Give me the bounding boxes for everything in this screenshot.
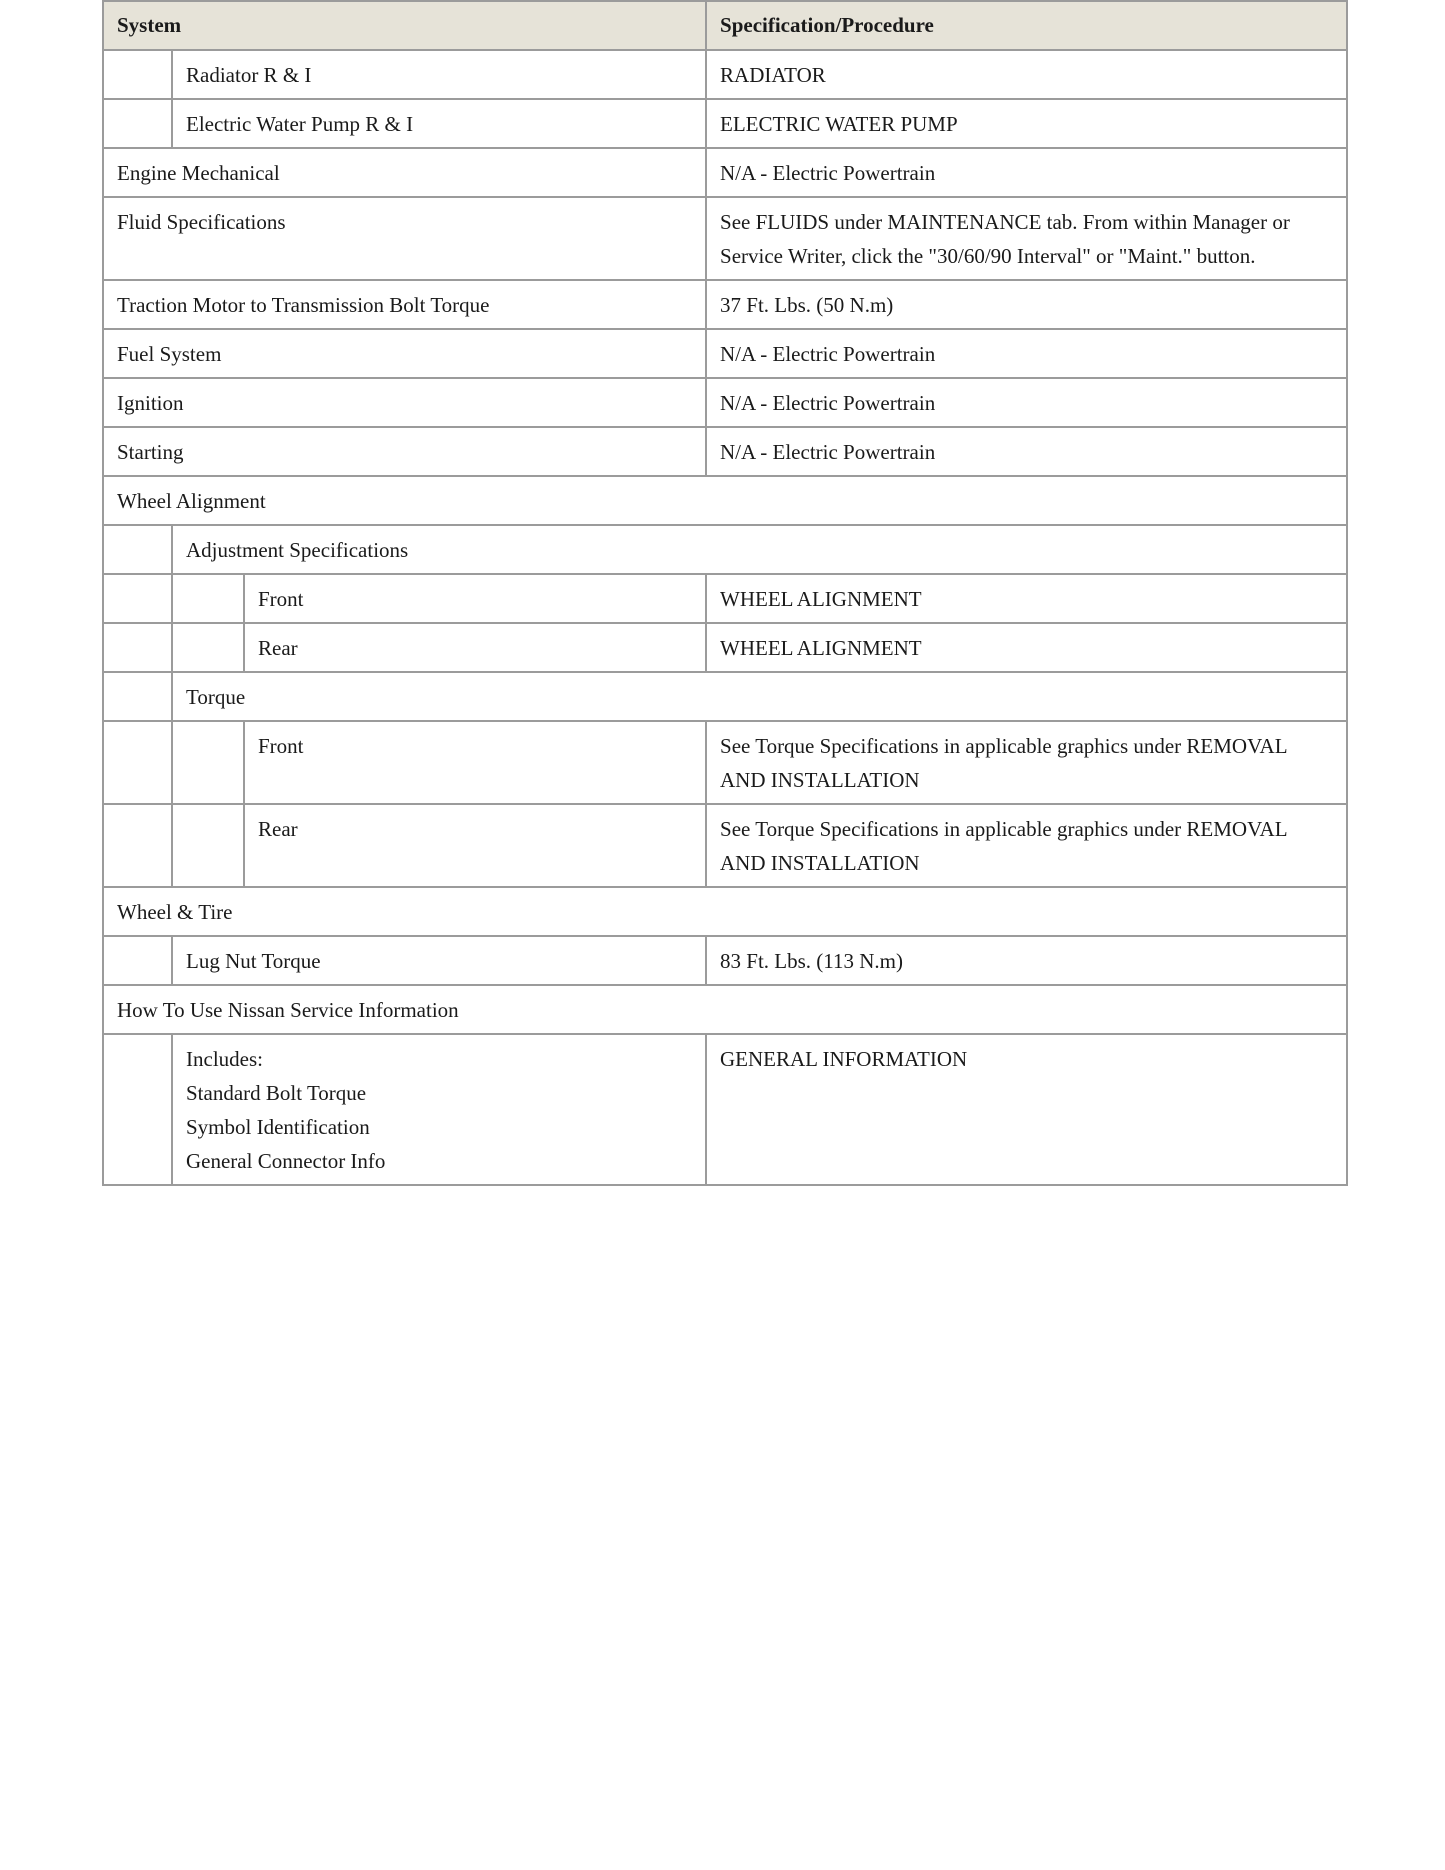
indent-cell bbox=[103, 623, 172, 672]
includes-item: General Connector Info bbox=[186, 1149, 386, 1173]
system-cell: Rear bbox=[244, 804, 706, 887]
section-heading-cell: Wheel Alignment bbox=[103, 476, 1347, 525]
column-header-specification: Specification/Procedure bbox=[706, 1, 1347, 50]
table-row bbox=[103, 623, 1347, 672]
indent-cell bbox=[103, 99, 172, 148]
indent-cell bbox=[172, 574, 244, 623]
system-cell: Starting bbox=[103, 427, 706, 476]
spec-cell: RADIATOR bbox=[706, 50, 1347, 99]
system-cell: Fuel System bbox=[103, 329, 706, 378]
table-row bbox=[103, 936, 1347, 985]
table-row bbox=[103, 1034, 1347, 1185]
includes-item: Standard Bolt Torque bbox=[186, 1081, 367, 1105]
spec-cell: See FLUIDS under MAINTENANCE tab. From within Manager or Service Writer, click the "30/60/90 Interval" or "Maint." button. bbox=[706, 197, 1347, 280]
table-row bbox=[103, 804, 1347, 887]
table-row bbox=[103, 378, 1347, 427]
subsection-heading-cell: Adjustment Specifications bbox=[172, 525, 1347, 574]
table-row bbox=[103, 574, 1347, 623]
spec-cell: 37 Ft. Lbs. (50 N.m) bbox=[706, 280, 1347, 329]
spec-cell: 83 Ft. Lbs. (113 N.m) bbox=[706, 936, 1347, 985]
indent-cell bbox=[103, 525, 172, 574]
system-cell: Front bbox=[244, 721, 706, 804]
includes-label: Includes: bbox=[186, 1047, 263, 1071]
table-row bbox=[103, 99, 1347, 148]
table-row bbox=[103, 427, 1347, 476]
indent-cell bbox=[172, 623, 244, 672]
indent-cell bbox=[103, 50, 172, 99]
indent-cell bbox=[172, 804, 244, 887]
table-row bbox=[103, 50, 1347, 99]
subsection-row bbox=[103, 672, 1347, 721]
spec-cell: N/A - Electric Powertrain bbox=[706, 329, 1347, 378]
specification-table bbox=[102, 0, 1348, 1186]
indent-cell bbox=[103, 936, 172, 985]
indent-cell bbox=[103, 1034, 172, 1185]
subsection-row bbox=[103, 525, 1347, 574]
table-row bbox=[103, 721, 1347, 804]
spec-cell: See Torque Specifications in applicable graphics under REMOVAL AND INSTALLATION bbox=[706, 721, 1347, 804]
system-cell: Lug Nut Torque bbox=[172, 936, 706, 985]
system-cell: Electric Water Pump R & I bbox=[172, 99, 706, 148]
system-cell: Front bbox=[244, 574, 706, 623]
system-cell: Engine Mechanical bbox=[103, 148, 706, 197]
system-cell: Rear bbox=[244, 623, 706, 672]
indent-cell bbox=[103, 804, 172, 887]
table-row bbox=[103, 148, 1347, 197]
system-cell: Fluid Specifications bbox=[103, 197, 706, 280]
section-row bbox=[103, 985, 1347, 1034]
column-header-system: System bbox=[103, 1, 706, 50]
spec-cell: WHEEL ALIGNMENT bbox=[706, 574, 1347, 623]
spec-cell: See Torque Specifications in applicable graphics under REMOVAL AND INSTALLATION bbox=[706, 804, 1347, 887]
table-row bbox=[103, 280, 1347, 329]
section-heading-cell: How To Use Nissan Service Information bbox=[103, 985, 1347, 1034]
table-row bbox=[103, 197, 1347, 280]
spec-cell: N/A - Electric Powertrain bbox=[706, 148, 1347, 197]
indent-cell bbox=[103, 721, 172, 804]
indent-cell bbox=[103, 672, 172, 721]
spec-cell: N/A - Electric Powertrain bbox=[706, 427, 1347, 476]
spec-cell: ELECTRIC WATER PUMP bbox=[706, 99, 1347, 148]
spec-cell: N/A - Electric Powertrain bbox=[706, 378, 1347, 427]
section-heading-cell: Wheel & Tire bbox=[103, 887, 1347, 936]
indent-cell bbox=[103, 574, 172, 623]
spec-cell: WHEEL ALIGNMENT bbox=[706, 623, 1347, 672]
table-header-row bbox=[103, 1, 1347, 50]
system-cell: Ignition bbox=[103, 378, 706, 427]
spec-cell: GENERAL INFORMATION bbox=[706, 1034, 1347, 1185]
subsection-heading-cell: Torque bbox=[172, 672, 1347, 721]
system-cell: Traction Motor to Transmission Bolt Torque bbox=[103, 280, 706, 329]
section-row bbox=[103, 476, 1347, 525]
includes-item: Symbol Identification bbox=[186, 1115, 370, 1139]
system-cell-multiline bbox=[172, 1034, 706, 1185]
system-cell: Radiator R & I bbox=[172, 50, 706, 99]
section-row bbox=[103, 887, 1347, 936]
indent-cell bbox=[172, 721, 244, 804]
table-row bbox=[103, 329, 1347, 378]
